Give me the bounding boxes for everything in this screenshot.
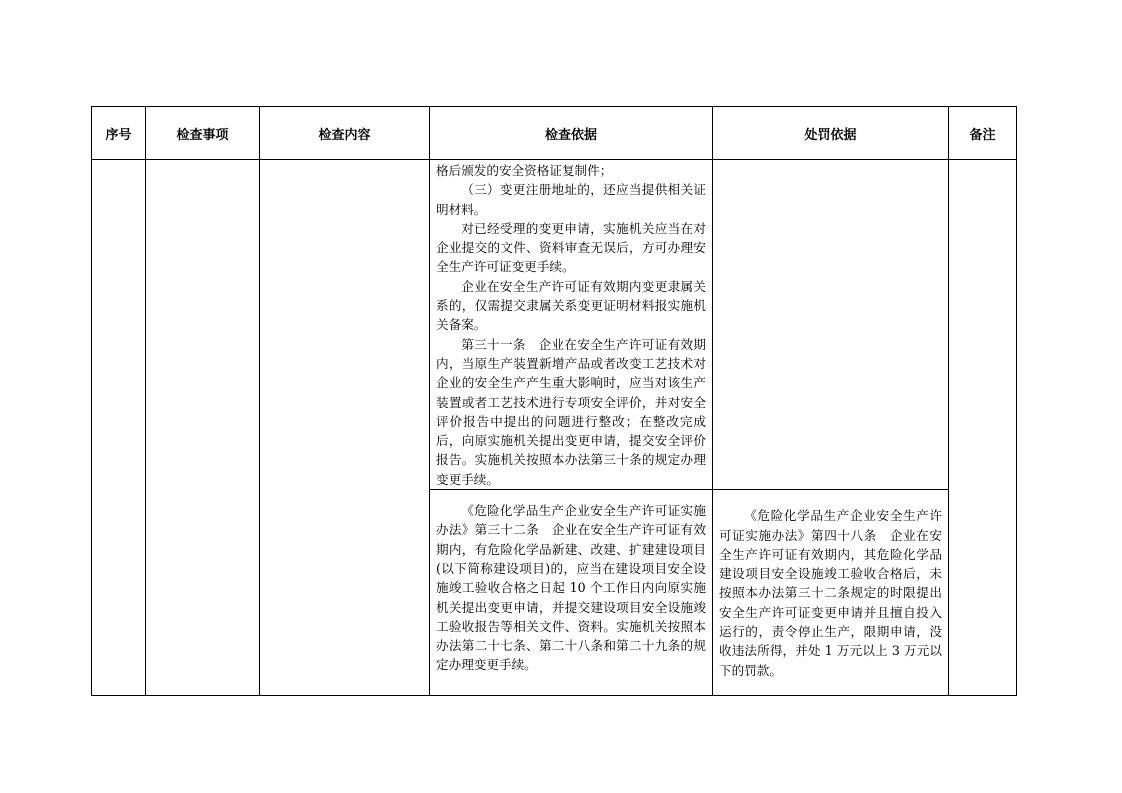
basis-paragraph: 企业在安全生产许可证有效期内变更隶属关系的，仅需提交隶属关系变更证明材料报实施机关备案。	[436, 278, 706, 333]
content-cell	[260, 160, 430, 696]
header-item: 检查事项	[146, 107, 260, 160]
basis-paragraph: 对已经受理的变更申请，实施机关应当在对企业提交的文件、资料审查无误后，方可办理安全生产许可证变更手续。	[436, 220, 706, 275]
header-content: 检查内容	[260, 107, 430, 160]
basis-paragraph: 第三十一条 企业在安全生产许可证有效期内，当原生产装置新增产品或者改变工艺技术对企业的安全生产产生重大影响时，应当对该生产装置或者工艺技术进行专项安全评价，并对安全评价报告中提出的问题进行整改；在整改完成后，向原实施机关提出变更申请，提交安全评价报告。实施机关按照本办法第三十条的规定办理变更手续。	[436, 336, 706, 487]
penalty-paragraph: 《危险化学品生产企业安全生产许可证实施办法》第四十八条 企业在安全生产许可证有效期内，其危险化学品建设项目安全设施竣工验收合格后，未按照本办法第三十二条规定的时限提出安全生产许可证变更申请并且擅自投入运行的，责令停止生产，限期申请，没收违法所得，并处 1 万元以上 3 万元以下的罚款。	[719, 508, 942, 678]
basis-cell	[430, 160, 713, 490]
serial-cell	[92, 160, 146, 696]
header-remark: 备注	[949, 107, 1017, 160]
basis-paragraph: （三）变更注册地址的，还应当提供相关证明材料。	[436, 182, 706, 217]
header-row	[92, 107, 1017, 160]
header-basis: 检查依据	[430, 107, 713, 160]
table-row	[92, 160, 1017, 490]
header-serial: 序号	[92, 107, 146, 160]
header-penalty: 处罚依据	[713, 107, 949, 160]
penalty-cell	[713, 160, 949, 490]
item-cell	[146, 160, 260, 696]
basis-paragraph: 格后颁发的安全资格证复制件；	[436, 163, 613, 178]
remark-cell	[949, 160, 1017, 696]
basis-cell	[430, 490, 713, 696]
inspection-table	[91, 106, 1017, 696]
basis-paragraph: 《危险化学品生产企业安全生产许可证实施办法》第三十二条 企业在安全生产许可证有效期内，有危险化学品新建、改建、扩建建设项目(以下简称建设项目)的，应当在建设项目安全设施竣工验收合格之日起 10 个工作日内向原实施机关提出变更申请，并提交建设项目安全设施竣工验收报告等相关文件、资料。实施机关按照本办法第二十七条、第二十八条和第二十九条的规定办理变更手续。	[436, 503, 706, 673]
penalty-cell	[713, 490, 949, 696]
